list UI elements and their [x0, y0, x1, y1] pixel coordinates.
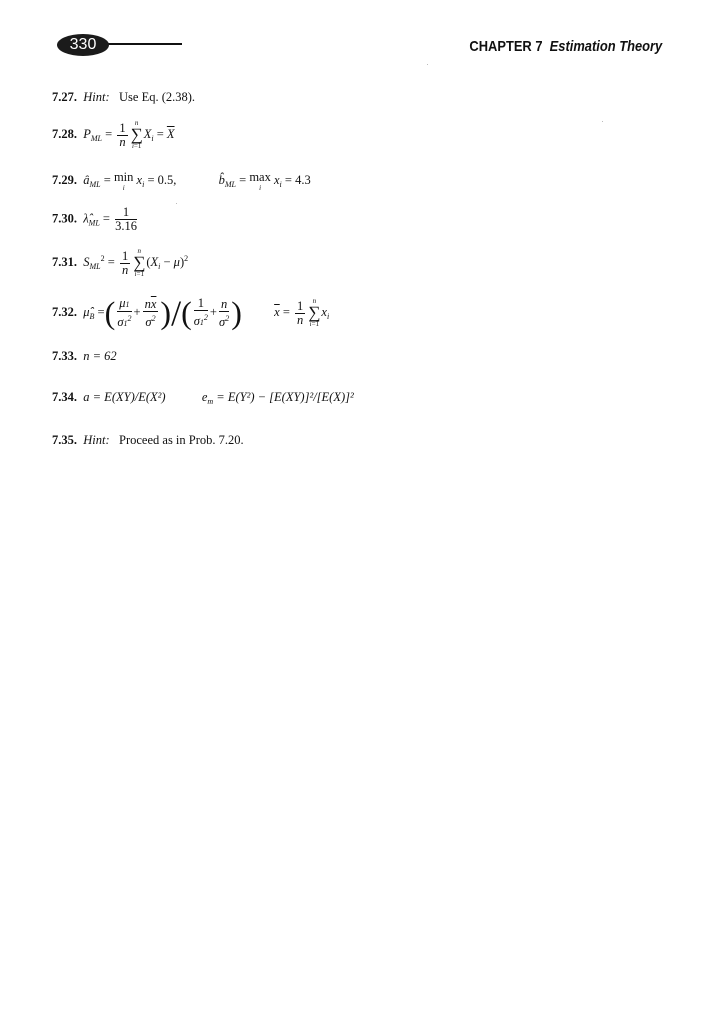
answer-number: 7.33.	[52, 349, 77, 363]
hint-text: Proceed as in Prob. 7.20.	[119, 433, 244, 447]
answer-number: 7.27.	[52, 90, 77, 104]
answer-number: 7.34.	[52, 390, 77, 404]
answer-7-30: 7.30. $\lambdâ_{ML}$ = $\frac{1}{3.16}$	[52, 205, 137, 233]
answer-number: 7.35.	[52, 433, 77, 447]
answer-number: 7.30.	[52, 211, 77, 226]
chapter-title: Estimation Theory	[549, 38, 662, 55]
answer-7-27	[52, 90, 195, 105]
hint-label: Hint:	[83, 90, 110, 104]
hint-text: Use Eq. (2.38).	[119, 90, 196, 104]
answer-number: 7.32.	[52, 304, 77, 319]
page-number: 330	[57, 34, 109, 56]
answer-text-em: = E(Y²) − [E(XY)]²/[E(X)]²	[216, 390, 354, 404]
answer-7-29: 7.29. $â_{ML} = \min$ i $x_i = 0.5$, $b̂_{ML} = \max$ i $x_i = 4.3$	[52, 170, 311, 192]
hint-label: Hint:	[83, 433, 110, 447]
chapter-heading	[469, 38, 662, 55]
answer-text-a: a = E(XY)/E(X²)	[83, 390, 166, 404]
answer-7-28: 7.28. $P_{ML}$ = $\frac{1}{n}$ n ∑ i=1 $X_i = \overline{X}$	[52, 119, 175, 150]
answer-number: 7.28.	[52, 126, 77, 141]
answer-number: 7.29.	[52, 173, 77, 188]
denominator: 3.16	[115, 219, 137, 233]
answer-7-34: 7.34. a = E(XY)/E(X²) $e_m = E(Y^2) - [E(XY)]^2/[E(X)]^2$	[52, 390, 354, 406]
answer-7-35	[52, 433, 244, 448]
chapter-label: CHAPTER 7	[469, 38, 543, 55]
answer-7-33	[52, 349, 117, 364]
answer-7-32: 7.32. $\mû_B$ =( $\frac{\mu 1}{\sigma 1^2}$ + $\frac{n\overline{x}}{\sigma^2}$ )/( $\frac{1}{\sigma 1^2}$ + $\frac{n}{\sigma^2}$ ) $\overline{x}$ = $\frac{1}{n}$ n ∑ i=1 $x_i$	[52, 293, 330, 333]
answer-number: 7.31.	[52, 254, 77, 269]
answer-7-31: 7.31. $S_{ML}^2$ = $\frac{1}{n}$ n ∑ i=1 $(X_i - \mu)^2$	[52, 247, 189, 278]
answer-text: n = 62	[83, 349, 117, 363]
